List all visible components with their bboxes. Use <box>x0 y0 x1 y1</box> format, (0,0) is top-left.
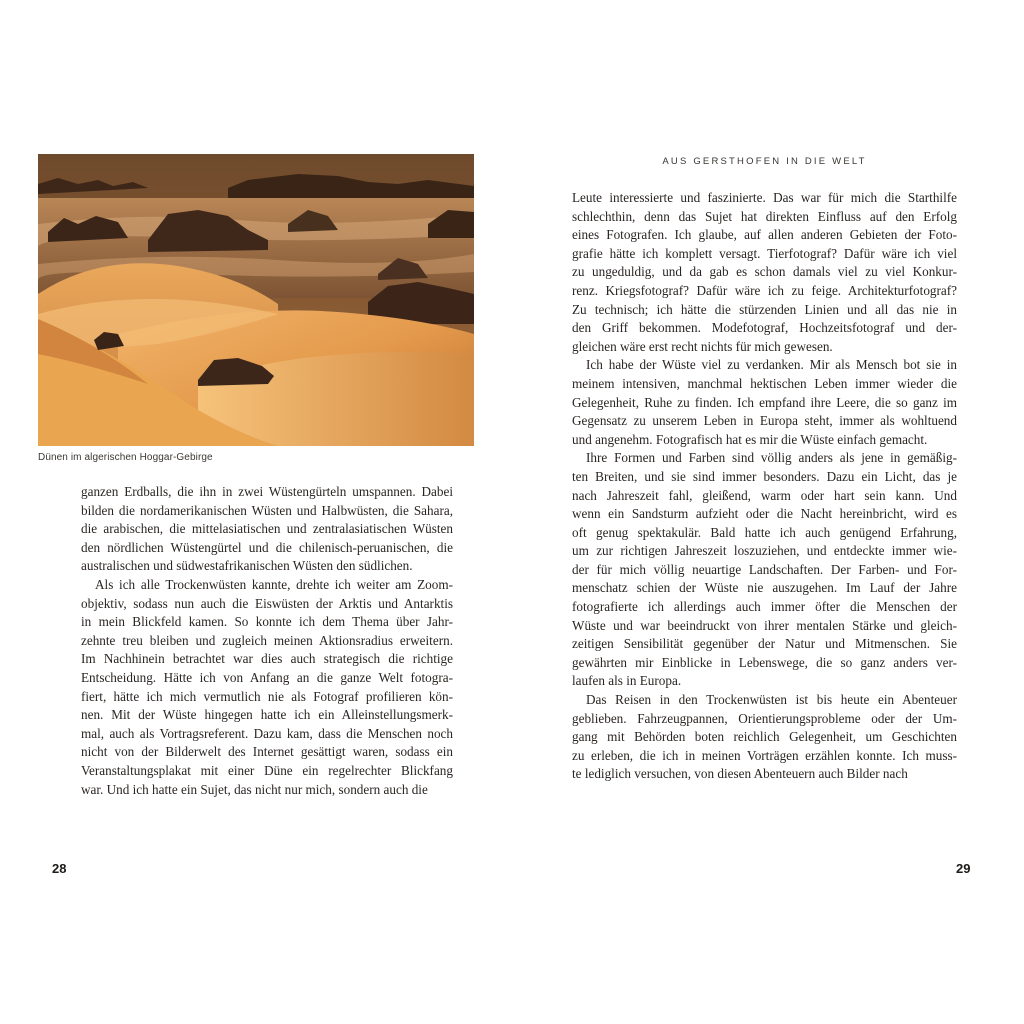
text-line: grafie hätte ich komplett versagt. Tierfotograf? Dafür wäre ich viel <box>572 245 957 261</box>
text-line: nicht von der Bilderwelt des Internet gesättigt waren, sodass ein <box>81 744 453 760</box>
text-line: Leute interessierte und faszinierte. Das war für mich die Starthilfe <box>572 190 957 205</box>
text-line: Ich habe der Wüste viel zu verdanken. Mir als Mensch bot sie in <box>586 357 957 373</box>
page-number-left: 28 <box>52 861 67 876</box>
right-page <box>512 0 1024 1024</box>
text-line: mal, auch als Vortragsreferent. Dazu kam, dass die Menschen noch <box>81 725 453 741</box>
text-line: gewährten mir Einblicke in Lebenswege, die so ganz anders ver- <box>572 654 957 670</box>
text-line: Entscheidung. Hätte ich von Anfang an die ganze Welt fotogra- <box>81 669 453 685</box>
text-line: Als ich alle Trockenwüsten kannte, drehte ich weiter am Zoom- <box>95 576 453 592</box>
text-line: Im Nachhinein betrachtet war dies auch strategisch die richtige <box>81 651 453 667</box>
text-line: Gegensatz zu unserem Leben in Europa steht, immer als wohltuend <box>572 413 957 429</box>
running-head: AUS GERSTHOFEN IN DIE WELT <box>662 156 867 167</box>
text-line: Das Reisen in den Trockenwüsten ist bis heute ein Abenteuer <box>586 692 957 708</box>
text-line: Zu technisch; ich hätte die stürzenden Linien und all das nie in <box>572 301 957 317</box>
text-line: objektiv, sodass nun auch die Eiswüsten der Arktis und Antarktis <box>81 595 453 611</box>
text-line: geblieben. Fahrzeugpannen, Orientierungsprobleme oder der Um- <box>572 710 957 726</box>
text-line: renz. Kriegsfotograf? Dafür wäre ich zu feige. Architekturfotograf? <box>572 282 957 298</box>
text-line: fiert, hätte ich mich vermutlich nie als Fotograf profilieren kön- <box>81 688 453 704</box>
text-line: menschatz schien der Wüste nie auszugehen. Im Lauf der Jahre <box>572 580 957 596</box>
text-line: Ihre Formen und Farben sind völlig anders als jene in gemäßig- <box>586 450 957 466</box>
text-line: den nördlichen Wüstengürtel und die chilenisch-peruanischen, die <box>81 539 453 555</box>
text-line: schlechthin, denn das Sujet hat direkten Einfluss auf den Erfolg <box>572 208 957 224</box>
text-line: Wüste und war beeindruckt von ihrer mentalen Stärke und gleich- <box>572 617 957 633</box>
text-line: nen. Mit der Wüste hingegen hatte ich ein Alleinstellungsmerk- <box>81 707 453 723</box>
text-line: ganzen Erdballs, die ihn in zwei Wüstengürteln umspannen. Dabei <box>81 484 453 499</box>
text-line: um zur richtigen Jahreszeit loszuziehen, und entdeckte immer wie- <box>572 543 957 559</box>
text-line: in mein Blickfeld kamen. So konnte ich dem Thema über Jahr- <box>81 614 453 630</box>
text-line: war. Und ich hatte ein Sujet, das nicht nur mich, sondern auch die <box>81 781 428 797</box>
text-line: Gelegenheit, Ruhe zu finden. Ich empfand ihre Leere, die so ganz im <box>572 394 957 410</box>
text-line: nach Jahreszeit fahl, gleißend, warm oder hart sein kann. Und <box>572 487 957 503</box>
dune-photo-image <box>38 154 474 446</box>
left-body-text <box>81 483 453 799</box>
text-line: die arabischen, die mittelasiatischen und zentralasiatischen Wüsten <box>81 521 453 537</box>
text-line: fotografierte ich allerdings auch immer öfter die Menschen der <box>572 599 957 615</box>
text-line: und angenehm. Fotografisch hat es mir die Wüste einfach gemacht. <box>572 431 928 447</box>
text-line: laufen als in Europa. <box>572 673 682 689</box>
photo-caption: Dünen im algerischen Hoggar-Gebirge <box>38 452 213 463</box>
page-number-right: 29 <box>956 861 971 876</box>
text-line: ten Breiten, und sie sind immer besonders. Dazu ein Licht, das je <box>572 468 957 484</box>
text-line: zeitigen Sensibilität gegenüber der Natur und Mitmenschen. Sie <box>572 636 957 652</box>
text-line: te lediglich versuchen, von diesen Abenteuern auch Bilder nach <box>572 766 908 782</box>
text-line: zu ungeduldig, und da gab es schon damals viel zu viel Konkur- <box>572 264 957 280</box>
text-line: Veranstaltungsplakat mit einer Düne ein regelrechter Blickfang <box>81 762 453 778</box>
text-line: gleichen wäre erst recht nichts für mich gewesen. <box>572 338 833 354</box>
text-line: zehnte treu bleiben und zugleich meinen Aktionsradius erweitern. <box>81 632 453 648</box>
text-line: australischen und südwestafrikanischen Wüsten den südlichen. <box>81 558 413 574</box>
text-line: den Griff bekommen. Modefotograf, Hochzeitsfotograf und der- <box>572 320 957 336</box>
text-line: bilden die nordamerikanischen Wüsten und Halbwüsten, die Sahara, <box>81 502 453 518</box>
text-line: der für mich völlig neuartige Landschaften. Der Farben- und For- <box>572 561 957 577</box>
text-line: meinem intensiven, manchmal hektischen Leben immer wieder die <box>572 375 957 391</box>
text-line: oft genug spektakulär. Bald hatte ich auch genügend Erfahrung, <box>572 524 957 540</box>
text-line: gang mit Behörden boten reichlich Gelegenheit, um Geschichten <box>572 729 957 745</box>
text-line: wenn ein Sandsturm aufzieht oder die Nacht hereinbricht, wird es <box>572 506 957 522</box>
right-body-text <box>572 189 957 784</box>
text-line: eines Fotografen. Ich glaube, auf allen anderen Gebieten der Foto- <box>572 227 957 243</box>
dune-photo <box>38 154 474 446</box>
text-line: zu erleben, die ich in meinen Vorträgen erzählen konnte. Ich muss- <box>572 747 957 763</box>
